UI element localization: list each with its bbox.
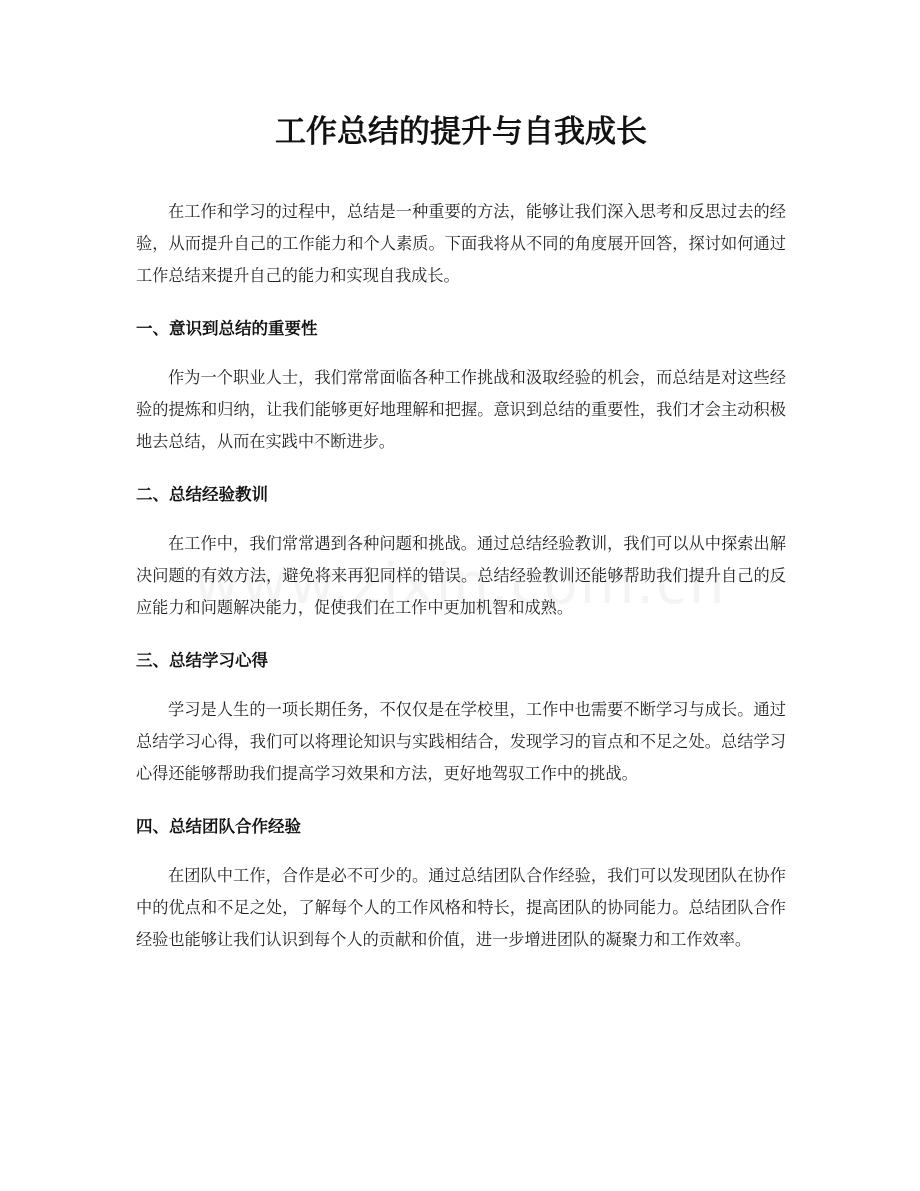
section-heading: 一、意识到总结的重要性	[136, 319, 318, 338]
section-heading: 二、总结经验教训	[136, 485, 268, 504]
section-paragraph: 在团队中工作，合作是必不可少的。通过总结团队合作经验，我们可以发现团队在协作中的优点和不足之处，了解每个人的工作风格和特长，提高团队的协同能力。总结团队合作经验也能够让我们认识到每个人的贡献和价值，进一步增进团队的凝聚力和工作效率。	[136, 866, 786, 949]
section-2	[136, 480, 786, 624]
section-3	[136, 646, 786, 790]
document-title: 工作总结的提升与自我成长	[275, 114, 647, 150]
section-heading: 四、总结团队合作经验	[136, 817, 301, 836]
section-paragraph: 在工作中，我们常常遇到各种问题和挑战。通过总结经验教训，我们可以从中探索出解决问题的有效方法，避免将来再犯同样的错误。总结经验教训还能够帮助我们提升自己的反应能力和问题解决能力，促使我们在工作中更加机智和成熟。	[136, 534, 786, 617]
section-1	[136, 314, 786, 458]
section-4	[136, 812, 786, 956]
intro-paragraph: 在工作和学习的过程中，总结是一种重要的方法，能够让我们深入思考和反思过去的经验，从而提升自己的工作能力和个人素质。下面我将从不同的角度展开回答，探讨如何通过工作总结来提升自己的能力和实现自我成长。	[136, 202, 786, 285]
section-heading: 三、总结学习心得	[136, 651, 268, 670]
section-paragraph: 作为一个职业人士，我们常常面临各种工作挑战和汲取经验的机会，而总结是对这些经验的提炼和归纳，让我们能够更好地理解和把握。意识到总结的重要性，我们才会主动积极地去总结，从而在实践中不断进步。	[136, 368, 786, 451]
section-paragraph: 学习是人生的一项长期任务，不仅仅是在学校里，工作中也需要不断学习与成长。通过总结学习心得，我们可以将理论知识与实践相结合，发现学习的盲点和不足之处。总结学习心得还能够帮助我们提高学习效果和方法，更好地驾驭工作中的挑战。	[136, 700, 786, 783]
